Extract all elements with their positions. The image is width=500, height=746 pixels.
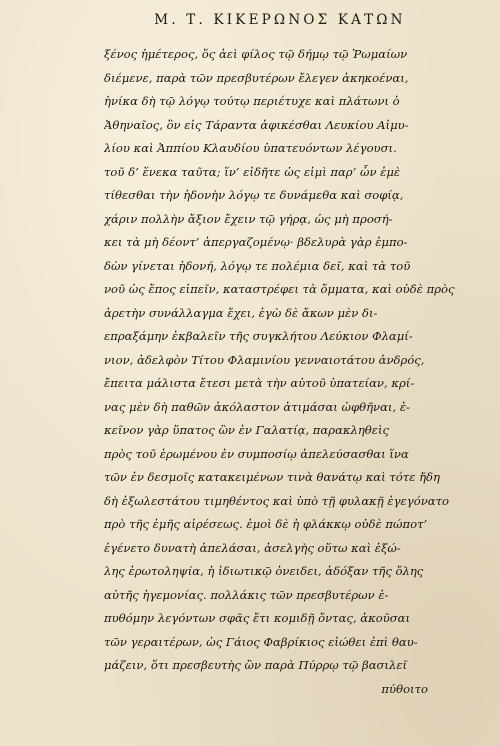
text-line: τῶν ἐν δεσμοῖς κατακειμένων τινὰ θανάτῳ καὶ τότε ἤδη xyxy=(104,470,440,484)
text-line: Ἀθηναῖος, ὃν εἰς Τάραντα ἀφικέσθαι Λευκίου Αἰμυ- xyxy=(104,117,409,132)
text-line: ἐγένετο δυνατὴ ἀπελάσαι, ἀσελγὴς οὕτω καὶ ἐξώ- xyxy=(104,540,401,555)
text-line: νας μὲν δὴ παθῶν ἀκόλαστον ἀτιμάσαι ὠφθῆναι, ἐ- xyxy=(104,399,410,414)
text-line: τοῦ δ’ ἕνεκα ταῦτα; ἵν’ εἰδῆτε ὡς εἰμὶ παρ’ ὧν ἐμὲ xyxy=(104,164,401,179)
text-line: τίθεσθαι τὴν ἡδονὴν λόγῳ τε δυνάμεθα καὶ σοφίᾳ, xyxy=(104,188,404,202)
text-line: επραξάμην ἐκβαλεῖν τῆς συγκλήτου Λεύκιον Φλαμί- xyxy=(104,329,413,343)
text-line: ἔπειτα μάλιστα ἔτεσι μετὰ τὴν αὐτοῦ ὑπατείαν, κρί- xyxy=(104,376,415,390)
text-line: νοῦ ὡς ἔπος εἰπεῖν, καταστρέφει τὰ ὄμματα, καὶ οὐδὲ πρὸς xyxy=(104,282,455,296)
text-line: ἡνίκα δὴ τῷ λόγῳ τούτῳ περιέτυχε καὶ πλάτωνι ὁ xyxy=(104,94,400,108)
text-line: μάζειν, ὅτι πρεσβευτὴς ὢν παρὰ Πύρρῳ τῷ βασιλεῖ xyxy=(104,658,408,672)
text-line: λίου καὶ Ἀππίου Κλαυδίου ὑπατευόντων λέγουσι. xyxy=(104,141,397,155)
text-line: πρὸς τοῦ ἐρωμένου ἐν συμποσίῳ ἀπελεύσασθαι ἵνα xyxy=(104,446,409,461)
text-line: κει τὰ μὴ δέοντ’ ἀπεργαζομένῳ· βδελυρὰ γὰρ ἐμπο- xyxy=(104,235,408,249)
text-line: πυθόμην λεγόντων σφᾶς ἔτι κομιδῇ ὄντας, ἀκοῦσαι xyxy=(104,611,411,625)
text-line: νιον, ἀδελφὸν Τίτου Φλαμινίου γενναιοτάτου ἀνδρός, xyxy=(104,352,425,367)
text-line: ξένος ἡμέτερος, ὅς ἀεὶ φίλος τῷ δήμῳ τῷ Ῥωμαίων xyxy=(104,47,408,61)
text-line: πρὸ τῆς ἐμῆς αἱρέσεως. ἐμοὶ δὲ ἡ φλάκκῳ οὐδὲ πώποτ’ xyxy=(104,517,428,531)
text-line: ἀρετὴν συνάλλαγμα ἔχει, ἐγὼ δὲ ἄκων μὲν δι- xyxy=(104,305,378,320)
text-line: διέμενε, παρὰ τῶν πρεσβυτέρων ἔλεγεν ἀκηκοέναι, xyxy=(104,70,409,85)
text-line: χάριν πολλὴν ἄξιον ἔχειν τῷ γήρᾳ, ὡς μὴ προσή- xyxy=(104,211,393,226)
text-line: λης ἐρωτοληψία, ἡ ἰδιωτικῷ ὀνειδει, ἀδόξαν τῆς ὅλης xyxy=(104,564,424,578)
text-line: αὐτῆς ἡγεμονίας. πολλάκις τῶν πρεσβυτέρων ἐ- xyxy=(104,587,389,602)
text-line: πύθοιτο xyxy=(381,681,428,696)
text-line: δὼν γίνεται ἡδονή, λόγῳ τε πολέμια δεῖ, καὶ τὰ τοῦ xyxy=(104,258,411,273)
text-line: κεῖνον γὰρ ὕπατος ὢν ἐν Γαλατίᾳ, παρακληθεὶς xyxy=(104,423,390,437)
text-line: δὴ ἐξωλεστάτου τιμηθέντος καὶ ὑπὸ τῇ φυλακῇ ἐγεγόνατο xyxy=(104,493,449,508)
text-block xyxy=(104,43,464,701)
text-line: τῶν γεραιτέρων, ὡς Γάιος Φαβρίκιος εἰώθει ἐπὶ θαυ- xyxy=(104,634,418,649)
running-head: Μ. Τ. ΚΙΚΕΡΩΝΟΣ ΚΑΤΩΝ xyxy=(154,12,406,28)
